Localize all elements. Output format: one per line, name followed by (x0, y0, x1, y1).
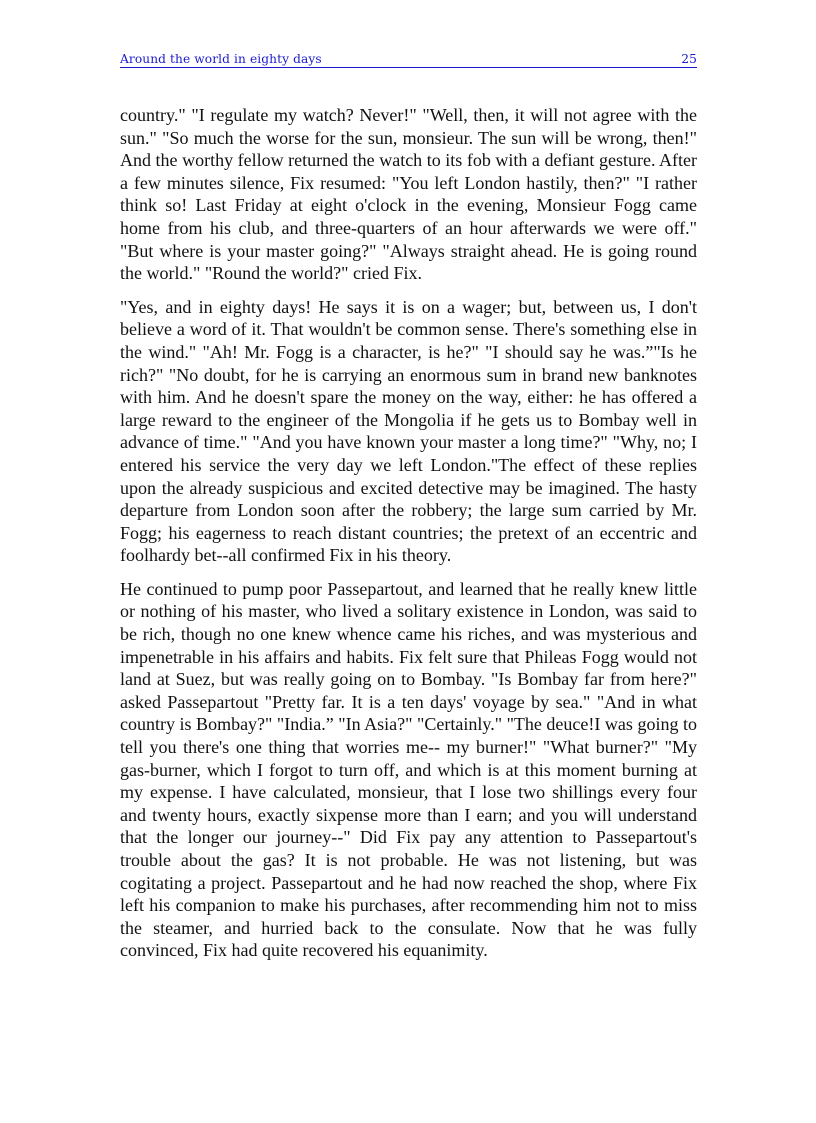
running-header (120, 52, 697, 68)
paragraph-2: "Yes, and in eighty days! He says it is on a wager; but, between us, I don't believe a word of it. That wouldn't be common sense. There's something else in the wind." "Ah! Mr. Fogg is a character, is he?" "I should say he was.”"Is he rich?" "No doubt, for he is carrying an enormous sum in brand new banknotes with him. And he doesn't spare the money on the way, either: he has offered a large reward to the engineer of the Mongolia if he gets us to Bombay well in advance of time." "And you have known your master a long time?" "Why, no; I entered his service the very day we left London."The effect of these replies upon the already suspicious and excited detective may be imagined. The hasty departure from London soon after the robbery; the large sum carried by Mr. Fogg; his eagerness to reach distant countries; the pretext of an eccentric and foolhardy bet--all confirmed Fix in his theory. (120, 296, 697, 566)
page (120, 52, 697, 973)
book-title: Around the world in eighty days (120, 52, 322, 66)
body-text (120, 104, 697, 962)
page-number: 25 (681, 52, 697, 66)
paragraph-3: He continued to pump poor Passepartout, and learned that he really knew little or nothing of his master, who lived a solitary existence in London, was said to be rich, though no one knew whence came his riches, and was mysterious and impenetrable in his affairs and habits. Fix felt sure that Phileas Fogg would not land at Suez, but was really going on to Bombay. "Is Bombay far from here?" asked Passepartout "Pretty far. It is a ten days' voyage by sea." "And in what country is Bombay?" "India.” "In Asia?" "Certainly." "The deuce!I was going to tell you there's one thing that worries me-- my burner!" "What burner?" "My gas-burner, which I forgot to turn off, and which is at this moment burning at my expense. I have calculated, monsieur, that I lose two shillings every four and twenty hours, exactly sixpense more than I earn; and you will understand that the longer our journey--" Did Fix pay any attention to Passepartout's trouble about the gas? It is not probable. He was not listening, but was cogitating a project. Passepartout and he had now reached the shop, where Fix left his companion to make his purchases, after recommending him not to miss the steamer, and hurried back to the consulate. Now that he was fully convinced, Fix had quite recovered his equanimity. (120, 578, 697, 961)
paragraph-1: country." "I regulate my watch? Never!" "Well, then, it will not agree with the sun." "So much the worse for the sun, monsieur. The sun will be wrong, then!" And the worthy fellow returned the watch to its fob with a defiant gesture. After a few minutes silence, Fix resumed: "You left London hastily, then?" "I rather think so! Last Friday at eight o'clock in the evening, Monsieur Fogg came home from his club, and three-quarters of an hour afterwards we were off." "But where is your master going?" "Always straight ahead. He is going round the world." "Round the world?" cried Fix. (120, 105, 697, 284)
